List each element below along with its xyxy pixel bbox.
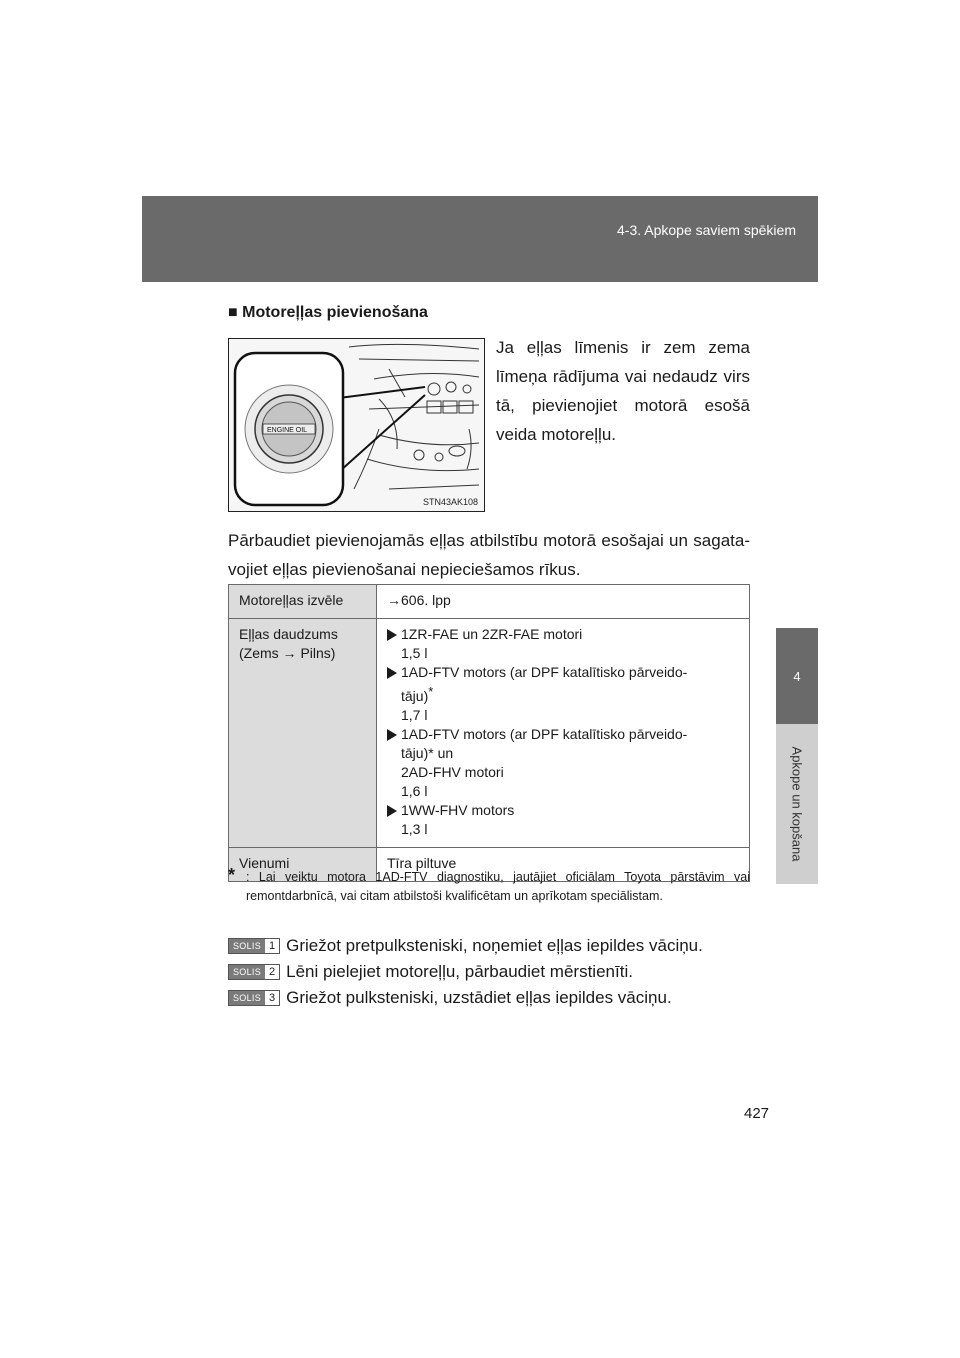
- table-label-cell: Motoreļļas izvēle: [229, 585, 377, 619]
- step-2: [228, 962, 633, 982]
- page-number: 427: [744, 1105, 770, 1122]
- step-text: Griežot pulksteniski, uzstādiet eļļas iepildes vāciņu.: [286, 988, 672, 1007]
- oil-amount: 1,7 l: [401, 707, 428, 723]
- step-badge: [228, 938, 280, 954]
- engine-oil-cap-illustration: [229, 339, 484, 511]
- step-3: [228, 988, 672, 1008]
- check-paragraph: Pārbaudiet pievienojamās eļļas atbilstību motorā esošajai un sagatavojiet eļļas pievienošanai nepieciešamos rīkus.: [228, 531, 750, 579]
- quantity-item: [387, 625, 739, 663]
- engine-name: 2AD-FHV motori: [401, 764, 504, 780]
- quantity-item: [387, 801, 739, 839]
- oil-amount: 1,6 l: [401, 783, 428, 799]
- chapter-number-tab: 4: [776, 628, 818, 724]
- footnote: [228, 865, 750, 906]
- figure-code: STN43AK108: [422, 497, 478, 507]
- header-band: [142, 196, 818, 282]
- section-heading: 4-3. Apkope saviem spēkiem: [617, 222, 796, 238]
- engine-name: tāju)* un: [401, 745, 454, 761]
- triangle-bullet-icon: [387, 729, 397, 741]
- triangle-bullet-icon: [387, 629, 397, 641]
- step-badge: [228, 964, 280, 980]
- table-value-cell: →606. lpp: [377, 585, 750, 619]
- intro-paragraph: Ja eļļas līmenis ir zem zema līmeņa rādījuma vai nedaudz virs tā, pievienojiet motorā esošā veida motoreļļu.: [496, 338, 750, 444]
- step-badge-word: SOLIS: [229, 965, 265, 979]
- engine-name: 1ZR-FAE un 2ZR-FAE motori: [401, 626, 583, 642]
- footnote-mark: *: [228, 865, 236, 885]
- step-badge: [228, 990, 280, 1006]
- quantity-item: [387, 725, 739, 801]
- chapter-label: Apkope un kopšana: [789, 746, 805, 862]
- step-badge-number: 1: [265, 939, 279, 953]
- engine-name-cont: tāju): [401, 688, 429, 704]
- table-value-cell: Tīra piltuve: [377, 848, 750, 882]
- step-badge-word: SOLIS: [229, 991, 265, 1005]
- footnote-text: : Lai veiktu motora 1AD-FTV diagnostiku, jautājiet oficiālam Toyota pārstāvim vai remontdarbnīcā, vai citam atbilstoši kvalificētam un aprīkotam speciālistam.: [246, 870, 750, 903]
- cap-label: ENGINE OIL: [267, 427, 308, 434]
- oil-amount: 1,3 l: [401, 821, 428, 837]
- triangle-bullet-icon: [387, 667, 397, 679]
- table-value-cell: [377, 619, 750, 848]
- step-text: Lēni pielejiet motoreļļu, pārbaudiet mērstienīti.: [286, 962, 633, 981]
- table-label-cell: [229, 619, 377, 848]
- table-label-cell: Vienumi: [229, 848, 377, 882]
- step-text: Griežot pretpulksteniski, noņemiet eļļas iepildes vāciņu.: [286, 936, 703, 955]
- triangle-bullet-icon: [387, 805, 397, 817]
- step-1: [228, 936, 703, 956]
- engine-name: 1AD-FTV motors (ar DPF katalītisko pārveido-: [401, 726, 688, 742]
- table-row: [229, 619, 750, 848]
- chapter-label-tab: [776, 724, 818, 884]
- engine-name: [401, 682, 739, 706]
- step-badge-word: SOLIS: [229, 939, 265, 953]
- label-line: (Zems → Pilns): [239, 645, 336, 661]
- section-title: ■ Motoreļļas pievienošana: [228, 304, 428, 321]
- oil-amount: 1,5 l: [401, 645, 428, 661]
- step-badge-number: 2: [265, 965, 279, 979]
- engine-oil-cap-figure: [228, 338, 485, 512]
- label-line: Eļļas daudzums: [239, 626, 338, 642]
- engine-name: 1WW-FHV motors: [401, 802, 515, 818]
- quantity-item: [387, 663, 739, 725]
- engine-name: 1AD-FTV motors (ar DPF katalītisko pārveido-: [401, 664, 688, 680]
- footnote-star: *: [428, 684, 434, 699]
- table-row: [229, 585, 750, 619]
- step-badge-number: 3: [265, 991, 279, 1005]
- oil-requirements-table: [228, 584, 750, 882]
